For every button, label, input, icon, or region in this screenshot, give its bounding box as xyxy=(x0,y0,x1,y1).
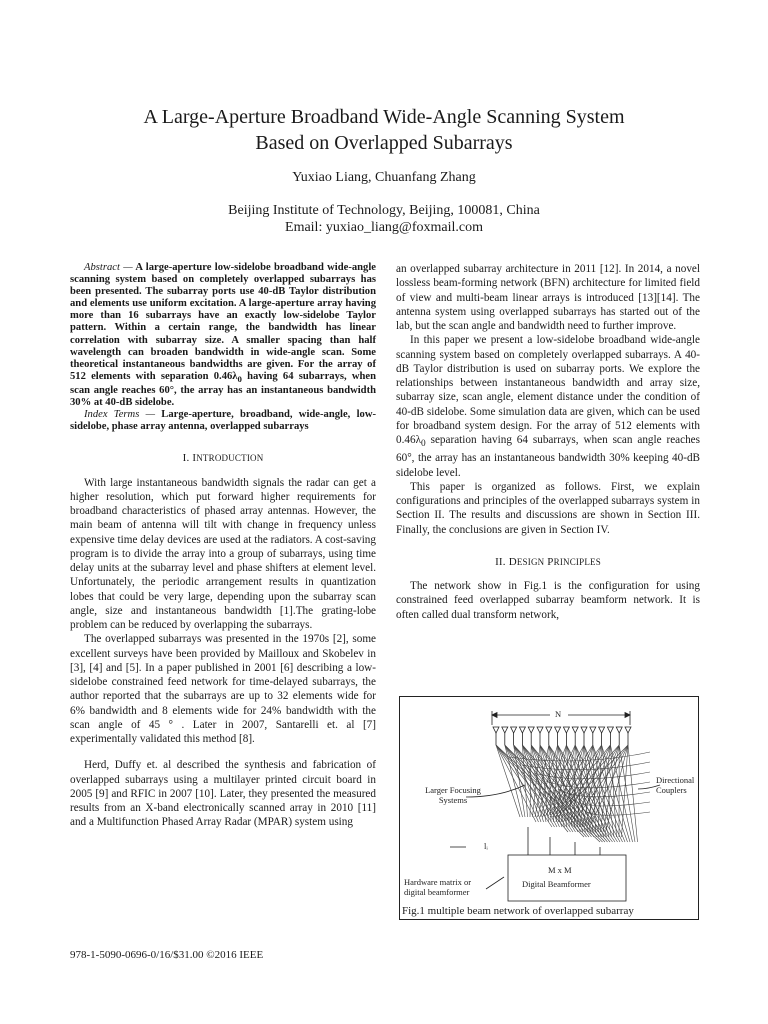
right-paragraph-2 xyxy=(396,333,700,480)
figure-label-focusing: Larger Focusing Systems xyxy=(425,785,481,805)
section-2-name-a: ESIGN xyxy=(516,556,545,567)
abstract xyxy=(70,262,376,409)
radiator-element xyxy=(555,727,561,733)
footer-copyright: 978-1-5090-0696-0/16/$31.00 ©2016 IEEE xyxy=(70,949,264,961)
radiator-element xyxy=(502,727,508,733)
left-column xyxy=(70,262,376,830)
radiator-element xyxy=(546,727,552,733)
figure-1 xyxy=(399,696,699,920)
figure-label-mxm: M x M xyxy=(548,865,572,875)
section-heading-design-principles xyxy=(396,555,700,569)
network-line xyxy=(531,745,594,837)
abstract-text: A large-aperture low-sidelobe broadband wide-angle scanning system based on completely overlapped subarrays has been presented. The subarray ports use 40-dB Taylor distribution and elements use uniform excitation. A large-aperture array having more than 16 subarrays have an exactly low-sidelobe Taylor pattern. Within a certain range, the bandwidth has linear correlation with subarray size. A smaller spacing than half wavelength can broaden bandwidth in wide-angle scan. Some theoretical instantaneous bandwidths are given. For the array of 512 elements with separation xyxy=(70,262,376,382)
radiator-element xyxy=(625,727,631,733)
intro-paragraph-2: The overlapped subarrays was presented in the 1970s [2], some excellent surveys have been provided by Mailloux and Skobelev in [3], [4] and [5]. In a paper published in 2001 [6] describing a low-sidelobe constrained feed network for time-delayed subarrays, the author reported that the subarrays are up to 32 elements wide for 6% bandwidth and 8 elements wide for 24% bandwidth with the scan angle of 45 ° . Later in 2007, Santarelli et. al [7] experimentally validated this method [8]. xyxy=(70,633,376,746)
figure-label-n: N xyxy=(555,709,562,719)
radiator-element xyxy=(528,727,534,733)
abstract-spacing-sub: 0 xyxy=(237,373,242,384)
radiator-element xyxy=(607,727,613,733)
radiator-element xyxy=(563,727,569,733)
radiator-element xyxy=(590,727,596,733)
radiator-element xyxy=(493,727,499,733)
abstract-label: Abstract — xyxy=(84,262,133,273)
section-1-numeral: I. I xyxy=(182,452,197,465)
section-2-name-c: RINCIPLES xyxy=(553,556,601,567)
title-line-1: A Large-Aperture Broadband Wide-Angle Scanning System xyxy=(143,106,625,128)
figure-label-dbf: Digital Beamformer xyxy=(522,879,591,889)
right-spacing-sub: 0 xyxy=(421,439,426,450)
authors: Yuxiao Liang, Chuanfang Zhang xyxy=(292,170,476,185)
section-1-name: NTRODUCTION xyxy=(196,453,264,464)
abstract-text-2: having 64 subarrays, when scan angle reaches 60°, the array has an instantaneous bandwidth 30% at 40-dB sidelobe. xyxy=(70,370,376,409)
index-terms xyxy=(70,409,376,433)
intro-paragraph-1: With large instantaneous bandwidth signals the radar can get a higher resolution, which put forward higher requirements for broadband characteristics of phased array antennas. However, the main beam of antenna will tilt with change in frequency unless expensive time delay devices are used at the radiators. A cost-saving program is to divide the array into a group of subarrays, using time delay units at the subarray level and phase shifters at element level. Unfortunately, the periodic arrangement results in quantization lobes that could be very large, depending upon the subarray scan angle, size and instantaneous bandwidth [1].The grating-lobe problem can be reduced by overlapping the subarrays. xyxy=(70,476,376,632)
intro-paragraph-3: Herd, Duffy et. al described the synthesis and fabrication of overlapped subarrays using a multilayer printed circuit board in 2005 [9] and RFIC in 2007 [10]. Later, they presented the measured results from an X-band electronically scanned array in 2010 [11] and a Multifunction Phased Array Radar (MPAR) system using xyxy=(70,759,376,829)
figure-label-li: lᵢ xyxy=(484,841,488,851)
section-2-name-b: P xyxy=(544,555,554,568)
title-line-2: Based on Overlapped Subarrays xyxy=(255,132,513,154)
index-terms-text: Large-aperture, broadband, wide-angle, low-sidelobe, phase array antenna, overlapped subarrays xyxy=(70,409,376,433)
section-heading-introduction xyxy=(70,451,376,465)
affiliation-block xyxy=(0,202,768,236)
right-paragraph-3: This paper is organized as follows. First, we explain configurations and principles of the overlapped subarrays system in Section II. The results and discussions are shown in Section III. Finally, the conclusions are given in Section IV. xyxy=(396,480,700,536)
radiator-element xyxy=(616,727,622,733)
index-terms-label: Index Terms — xyxy=(84,409,156,421)
affiliation: Beijing Institute of Technology, Beijing, 100081, China xyxy=(228,203,540,218)
email: Email: yuxiao_liang@foxmail.com xyxy=(285,220,483,235)
right-spacing xyxy=(396,434,426,450)
radiator-element xyxy=(519,727,525,733)
radiator-element xyxy=(599,727,605,733)
radiator-element xyxy=(572,727,578,733)
radiator-element xyxy=(581,727,587,733)
right-spacing-value: 0.46λ xyxy=(396,434,422,446)
radiator-element xyxy=(511,727,517,733)
right-paragraph-1: an overlapped subarray architecture in 2011 [12]. In 2014, a novel lossless beam-forming network (BFN) architecture for limited field of view and multi-beam linear arrays is introduced [13][14]. The antenna system using overlapped subarrays has started out of the lab, but the scan angle and bandwidth need to further improve. xyxy=(396,263,700,332)
figure-1-caption: Fig.1 multiple beam network of overlapped subarray xyxy=(402,905,634,917)
right-paragraph-2-text-b: separation having 64 subarrays, when scan angle reaches 60°, the array has an instantaneous bandwidth 30% keeping 40-dB sidelobe level. xyxy=(396,434,701,479)
right-column xyxy=(396,262,700,622)
abstract-spacing-value: 0.46λ xyxy=(213,370,238,382)
design-paragraph-1: The network show in Fig.1 is the configuration for using constrained feed overlapped subarray beamform network. It is often called dual transform network, xyxy=(396,580,700,621)
paper-title xyxy=(0,104,768,156)
figure-label-couplers: Directional Couplers xyxy=(656,775,695,795)
section-2-numeral: II. D xyxy=(495,555,517,568)
radiator-element xyxy=(537,727,543,733)
network-line xyxy=(558,745,629,817)
figure-label-hardware: Hardware matrix or digital beamformer xyxy=(404,877,472,897)
right-paragraph-2-text: In this paper we present a low-sidelobe broadband wide-angle scanning system based on completely overlapped subarrays. A 40-dB Taylor distribution is used on subarray ports. We explore the relationships between instantaneous bandwidth and array size, subarray size, scan angle, element distance under the condition of 40-dB sidelobe. Some simulation data are given, which can be used for broadband system design. For the array of 512 elements with xyxy=(396,334,700,432)
network-line xyxy=(505,745,523,817)
abstract-spacing xyxy=(214,371,242,382)
